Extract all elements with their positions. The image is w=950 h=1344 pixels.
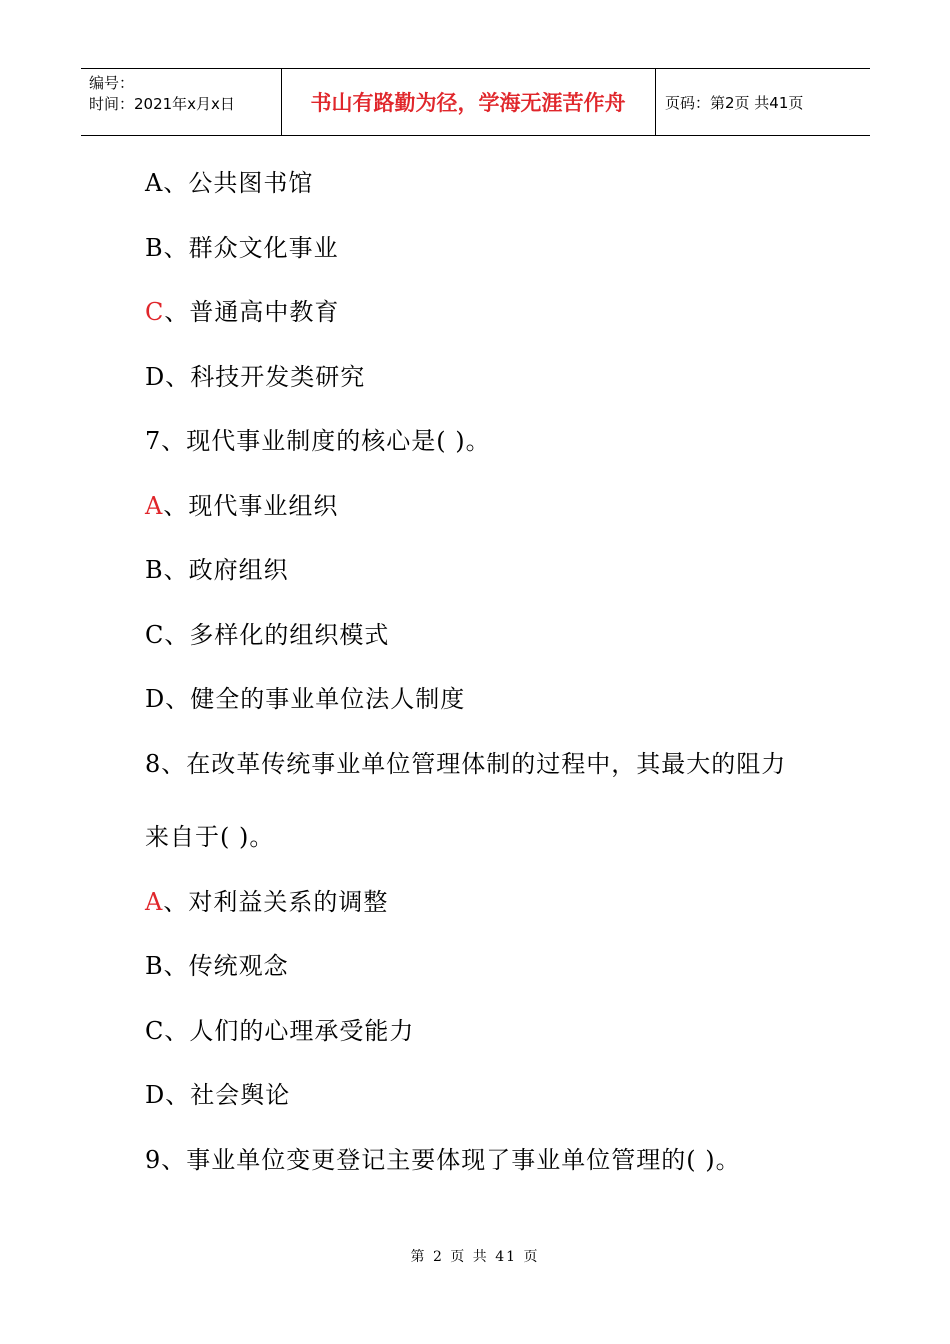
line-text: 、现代事业组织: [163, 492, 339, 520]
page-footer: 第 2 页 共 41 页: [410, 1249, 540, 1265]
document-number-label: 编号：: [89, 74, 135, 92]
text-line: [145, 1145, 741, 1175]
text-line: [145, 1016, 414, 1046]
line-text: 、在改革传统事业单位管理体制的过程中，其最大的阻力: [161, 750, 787, 778]
line-text: 、政府组织: [163, 556, 289, 584]
text-line: [145, 426, 491, 456]
line-text: 、普通高中教育: [164, 298, 340, 326]
header-divider: [655, 69, 656, 135]
text-line: [145, 297, 339, 327]
line-text: 、传统观念: [163, 952, 289, 980]
text-line: [145, 684, 465, 714]
line-text: 、社会舆论: [165, 1081, 291, 1109]
header-page-info: 页码：第2页 共41页: [665, 93, 804, 112]
option-letter: B: [145, 952, 164, 980]
text-line: [145, 1080, 290, 1110]
option-letter: C: [145, 298, 165, 326]
line-text: 、多样化的组织模式: [164, 621, 390, 649]
header-motto: 书山有路勤为径，学海无涯苦作舟: [310, 91, 626, 115]
option-letter: C: [145, 621, 165, 649]
line-text: 、公共图书馆: [163, 169, 314, 197]
question-number: 8: [145, 750, 162, 778]
question-number: 7: [145, 427, 162, 455]
option-letter: B: [145, 234, 164, 262]
header-meta: [89, 73, 235, 115]
line-text: 、现代事业制度的核心是( )。: [161, 427, 491, 455]
line-text: 来自于( )。: [145, 823, 275, 851]
option-letter: A: [145, 492, 164, 520]
text-line: [145, 168, 313, 198]
text-line: [145, 620, 389, 650]
line-text: 、群众文化事业: [163, 234, 339, 262]
option-letter: A: [145, 888, 164, 916]
line-text: 、事业单位变更登记主要体现了事业单位管理的( )。: [161, 1146, 741, 1174]
page-header: [81, 68, 870, 136]
line-text: 、对利益关系的调整: [163, 888, 389, 916]
text-line: [145, 491, 338, 521]
line-text: 、科技开发类研究: [165, 363, 366, 391]
option-letter: B: [145, 556, 164, 584]
line-text: 、人们的心理承受能力: [164, 1017, 415, 1045]
line-text: 、健全的事业单位法人制度: [165, 685, 466, 713]
text-line: [145, 749, 786, 779]
question-number: 9: [145, 1146, 162, 1174]
text-line: [145, 822, 274, 852]
document-date: 时间：2021年x月x日: [89, 95, 235, 113]
text-line: [145, 555, 289, 585]
option-letter: D: [145, 685, 166, 713]
option-letter: A: [145, 169, 164, 197]
text-line: [145, 362, 365, 392]
option-letter: D: [145, 363, 166, 391]
text-line: [145, 951, 289, 981]
text-line: [145, 233, 339, 263]
text-line: [145, 887, 388, 917]
option-letter: C: [145, 1017, 165, 1045]
option-letter: D: [145, 1081, 166, 1109]
